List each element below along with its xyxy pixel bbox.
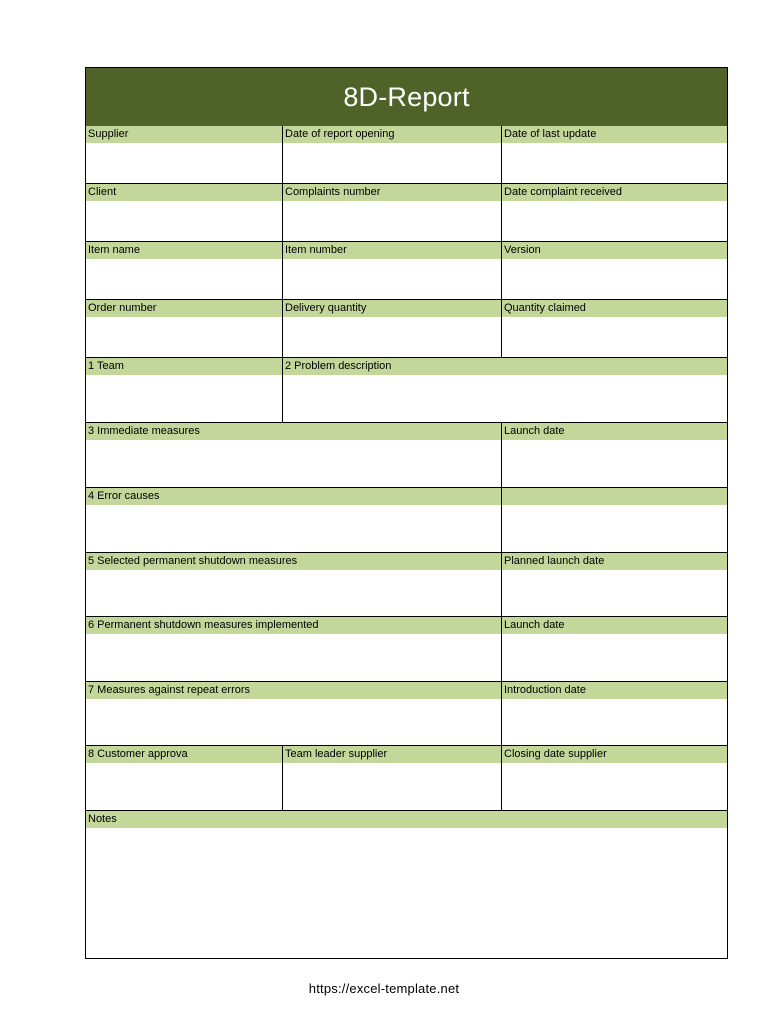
label-order-number: Order number: [86, 300, 282, 317]
label-problem-description: 2 Problem description: [283, 358, 727, 375]
field-introduction-date[interactable]: [502, 699, 727, 745]
field-planned-launch-date[interactable]: [502, 570, 727, 616]
field-closing-date-supplier[interactable]: [502, 763, 727, 810]
field-date-complaint-received[interactable]: [502, 201, 727, 241]
label-error-causes: 4 Error causes: [86, 488, 501, 505]
column-divider: [282, 746, 283, 810]
label-date-report-opening: Date of report opening: [283, 126, 501, 143]
label-notes: Notes: [86, 811, 727, 828]
label-planned-launch-date: Planned launch date: [502, 553, 727, 570]
field-version[interactable]: [502, 259, 727, 299]
field-measures-repeat-errors[interactable]: [86, 699, 501, 745]
field-permanent-measures-implemented[interactable]: [86, 634, 501, 681]
field-date-last-update[interactable]: [502, 143, 727, 183]
field-launch-date-2[interactable]: [502, 634, 727, 681]
label-quantity-claimed: Quantity claimed: [502, 300, 727, 317]
label-measures-repeat-errors: 7 Measures against repeat errors: [86, 682, 501, 699]
label-client: Client: [86, 184, 282, 201]
report-sheet: [85, 67, 728, 959]
field-order-number[interactable]: [86, 317, 282, 357]
column-divider: [501, 126, 502, 358]
footer-url[interactable]: https://excel-template.net: [308, 981, 460, 996]
field-client[interactable]: [86, 201, 282, 241]
label-item-name: Item name: [86, 242, 282, 259]
field-customer-approval[interactable]: [86, 763, 282, 810]
label-team-leader-supplier: Team leader supplier: [283, 746, 501, 763]
field-team-leader-supplier[interactable]: [283, 763, 501, 810]
field-item-name[interactable]: [86, 259, 282, 299]
label-blank: [502, 488, 727, 505]
report-title: 8D-Report: [86, 68, 727, 126]
field-quantity-claimed[interactable]: [502, 317, 727, 357]
label-introduction-date: Introduction date: [502, 682, 727, 699]
field-error-causes[interactable]: [86, 505, 501, 552]
field-supplier[interactable]: [86, 143, 282, 183]
field-item-number[interactable]: [283, 259, 501, 299]
label-supplier: Supplier: [86, 126, 282, 143]
field-complaints-number[interactable]: [283, 201, 501, 241]
label-permanent-measures-implemented: 6 Permanent shutdown measures implemented: [86, 617, 501, 634]
label-immediate-measures: 3 Immediate measures: [86, 423, 501, 440]
column-divider: [501, 746, 502, 810]
label-launch-date-1: Launch date: [502, 423, 727, 440]
field-selected-permanent-measures[interactable]: [86, 570, 501, 616]
label-date-last-update: Date of last update: [502, 126, 727, 143]
label-selected-permanent-measures: 5 Selected permanent shutdown measures: [86, 553, 501, 570]
field-date-report-opening[interactable]: [283, 143, 501, 183]
column-divider: [501, 423, 502, 745]
field-delivery-quantity[interactable]: [283, 317, 501, 357]
label-item-number: Item number: [283, 242, 501, 259]
label-launch-date-2: Launch date: [502, 617, 727, 634]
label-complaints-number: Complaints number: [283, 184, 501, 201]
column-divider: [282, 126, 283, 358]
field-problem-description[interactable]: [283, 375, 727, 422]
field-team[interactable]: [86, 375, 282, 422]
field-notes[interactable]: [86, 828, 727, 958]
label-version: Version: [502, 242, 727, 259]
field-launch-date-1[interactable]: [502, 440, 727, 487]
label-delivery-quantity: Delivery quantity: [283, 300, 501, 317]
label-customer-approval: 8 Customer approva: [86, 746, 282, 763]
label-team: 1 Team: [86, 358, 282, 375]
label-closing-date-supplier: Closing date supplier: [502, 746, 727, 763]
field-immediate-measures[interactable]: [86, 440, 501, 487]
column-divider: [282, 358, 283, 422]
field-error-causes-extra[interactable]: [502, 505, 727, 552]
label-date-complaint-received: Date complaint received: [502, 184, 727, 201]
